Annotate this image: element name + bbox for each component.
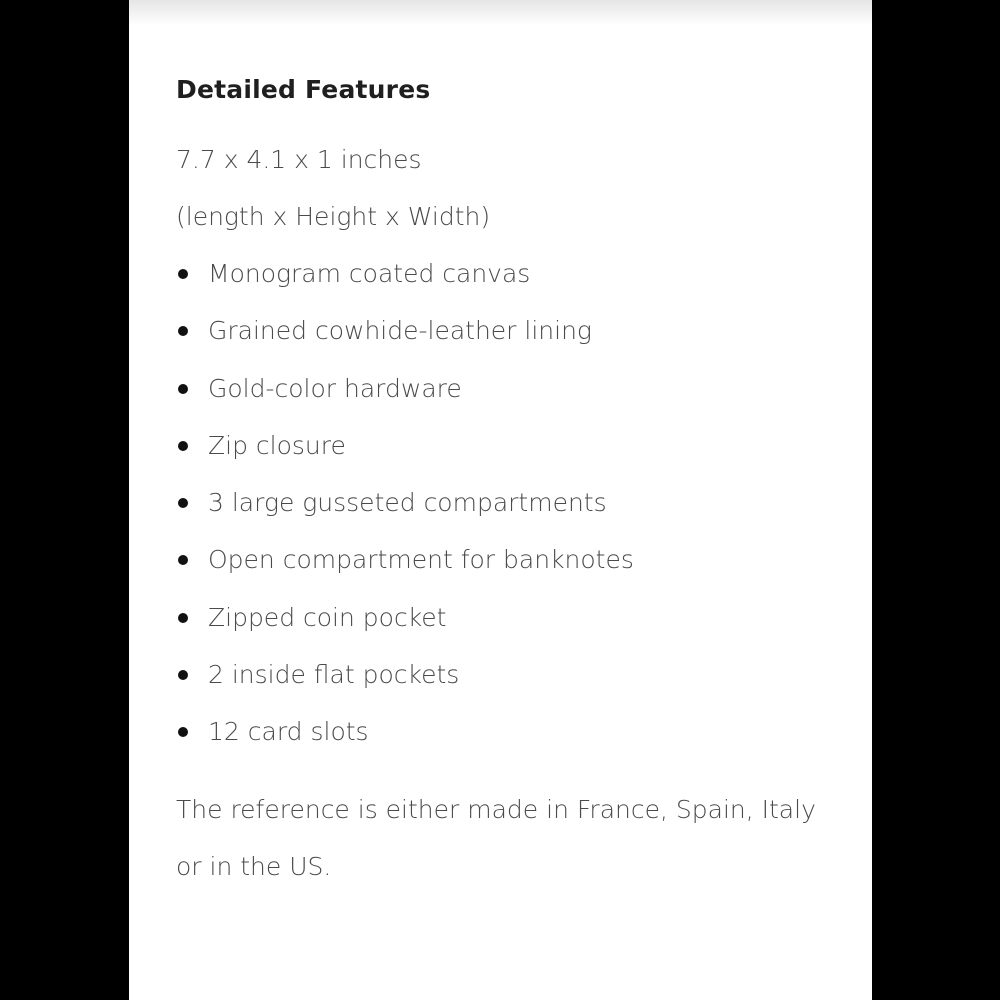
list-item: [176, 657, 836, 693]
feature-label: Grained cowhide-leather lining: [208, 316, 592, 346]
bullet-icon: [178, 727, 188, 737]
bullet-icon: [178, 326, 188, 336]
list-item: [176, 600, 836, 636]
feature-label: 2 inside flat pockets: [208, 660, 460, 690]
dimensions-legend: (length x Height x Width): [176, 202, 491, 231]
list-item: [176, 485, 836, 521]
origin-note-line-2: or in the US.: [176, 852, 332, 882]
section-title: Detailed Features: [176, 75, 431, 104]
origin-note: [176, 781, 836, 895]
feature-label: 12 card slots: [208, 717, 369, 747]
feature-label: Open compartment for banknotes: [208, 545, 634, 575]
bullet-icon: [178, 441, 188, 451]
top-shadow: [129, 0, 872, 26]
list-item: [176, 371, 836, 407]
bullet-icon: [178, 613, 188, 623]
bullet-icon: [178, 555, 188, 565]
list-item: [176, 428, 836, 464]
origin-note-line-1: The reference is either made in France, Spain, Italy: [176, 795, 816, 825]
product-details-panel: [129, 0, 872, 1000]
list-item: [176, 542, 836, 578]
bullet-icon: [178, 498, 188, 508]
feature-label: Zip closure: [208, 430, 346, 460]
list-item: [176, 256, 836, 292]
list-item: [176, 714, 836, 750]
details-content: [176, 72, 836, 895]
feature-label: Zipped coin pocket: [208, 602, 447, 632]
feature-list: [176, 256, 836, 750]
feature-label: 3 large gusseted compartments: [208, 488, 607, 518]
feature-label: Monogram coated canvas: [208, 259, 531, 288]
bullet-icon: [178, 670, 188, 680]
bullet-icon: [178, 269, 188, 279]
list-item: [176, 313, 836, 349]
bullet-icon: [178, 384, 188, 394]
feature-label: Gold-color hardware: [208, 373, 462, 403]
dimensions-text: 7.7 x 4.1 x 1 inches: [176, 145, 422, 174]
